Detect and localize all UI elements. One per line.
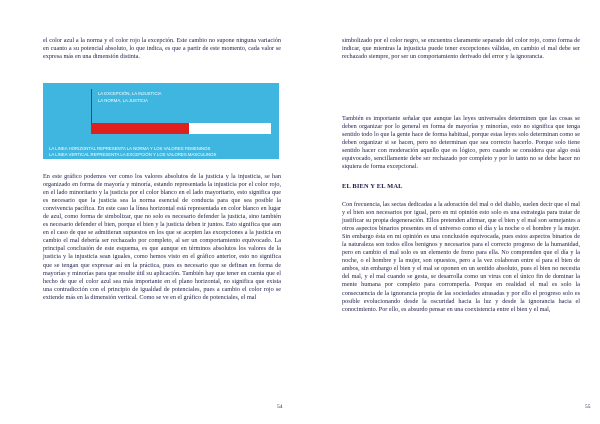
figure-caption-horizontal: LA LINEA HORIZONTAL REPRESENTA LA NORMA Y LOS VALORES FEMENINOS (49, 146, 211, 151)
section-heading: EL BIEN Y EL MAL (342, 183, 403, 190)
exception-line-vertical (91, 89, 92, 124)
right-paragraph-3: Con frecuencia, las sectas dedicadas a la adoración del mal o del diablo, suelen decir que el mal y el bien son necesarios por igual, pero en mi opinión esto solo es una estrategia para tratar de justificar su propia degeneración. Ellos pretenden afirmar, que el bien y el mal son semejantes a otros aspectos binarios presentes en el universo como el día y la noche o el hombre y la mujer. Sin embargo ésta en mi opinión es una conclusión equivocada, pues estos aspectos binarios de la naturaleza son todos ellos benignos y necesarios para el correcto progreso de la humanidad, pero en cambio el mal solo es un elemento de freno para ella. No comprenden que el día y la noche, o el hombre y la mujer, son opuestos, pero a la vez colaboran entre sí para el bien de ambos, sin embargo el bien y el mal se oponen en un sentido absoluto, pues el bien no necesita del mal, y el mal cuando se gesta, se desarrolla como un virus con el único fin de dominar la mente humana por completo para corromperla. Porque en realidad el mal es solo la consecuencia de la ignorancia propia de las sociedades atrasadas y por ello el progreso solo es posible evolucionando desde la oscuridad hacia la luz y desde la ignorancia hacia el conocimiento. Por ello, es absurdo pensar en una coexistencia entre el bien y el mal, (342, 201, 580, 313)
page-number-left: 54 (277, 404, 283, 410)
page-number-right: 55 (585, 404, 591, 410)
label-exception: LA EXCEPCIÓN, LA INJUSTICIA (98, 91, 162, 96)
right-paragraph-2: También es importante señalar que aunque las leyes universales determinen que las cosas se deben organizar por lo general en forma de mayorías y minorías, esto no significa que tenga sentido todo lo que la gente hace de forma habitual, porque estas leyes solo determinan como se deben organizar si se hacen, pero no determinan que sea correcto hacerlo. Porque solo tiene sentido hacer con moderación aquello que es lógico, pero cuando se considera que algo está equivocado, sencillamente debe ser rechazado por completo y por lo tanto no se debe hacer no siquiera de forma excepcional. (342, 115, 580, 171)
exception-bar-red (91, 123, 189, 134)
left-top-paragraph: el color azul a la norma y el color rojo la excepción. Este cambio no supone ninguna variación en cuanto a su potencial absoluto, lo que indica, es que a partir de este momento, cada valor se expresa más en una dimensión distinta. (43, 37, 281, 61)
label-norm: LA NORMA, LA JUSTICIA (98, 98, 148, 103)
left-body-paragraph: En este gráfico podemos ver como los valores absolutos de la justicia y la injusticia, se han organizado en forma de mayoría y minoría, estando representada la injusticia por el color rojo, en el lado minoritario y la justicia por el color blanco en el lado mayoritario, esto significa que es necesario que la justicia sea la norma esencial de conducta para que sea posible la convivencia pacífica. En este caso la línea horizontal está representada en color blanco en lugar de azul, como forma de simbolizar, que no solo es necesario defender la justicia, sino también es necesario defender el bien, porque el bien y la justicia deben ir juntos. Esto significa que aun en el caso de que se admitieran supuestos en los que se acepten las excepciones a la justicia en cambio el mal debería ser rechazado por completo, al ser un comportamiento equivocado. La principal conclusión de este esquema, es que aunque en términos absolutos los valores de la justicia y la injusticia sean iguales, como hemos visto en el gráfico anterior, esto no significa que se tengan que expresar así en la práctica, pues es necesario que se definan en forma de mayorías y minorías para que resulte útil su aplicación. También hay que tener en cuenta que el hecho de que el color azul sea más importante en el plano horizontal, no significa que exista una contradicción con el principio de igualdad de potenciales, pues a cambio el color rojo se extiende más en la dimensión vertical. Como se ve en el gráfico de potenciales, el mal (43, 173, 281, 301)
figure-caption-vertical: LA LINEA VERTICAL REPRESENTA LA EXCEPCIÓN Y LOS VALORES MASCULINOS (49, 152, 217, 157)
justice-norm-figure (43, 83, 279, 159)
right-paragraph-1: simbolizado por el color negro, se encuentra claramente separado del color rojo, como forma de indicar, que mientras la injusticia puede tener excepciones válidas, en cambio el mal debe ser rechazado siempre, por ser un comportamiento derivado del error y la ignorancia. (342, 37, 580, 61)
